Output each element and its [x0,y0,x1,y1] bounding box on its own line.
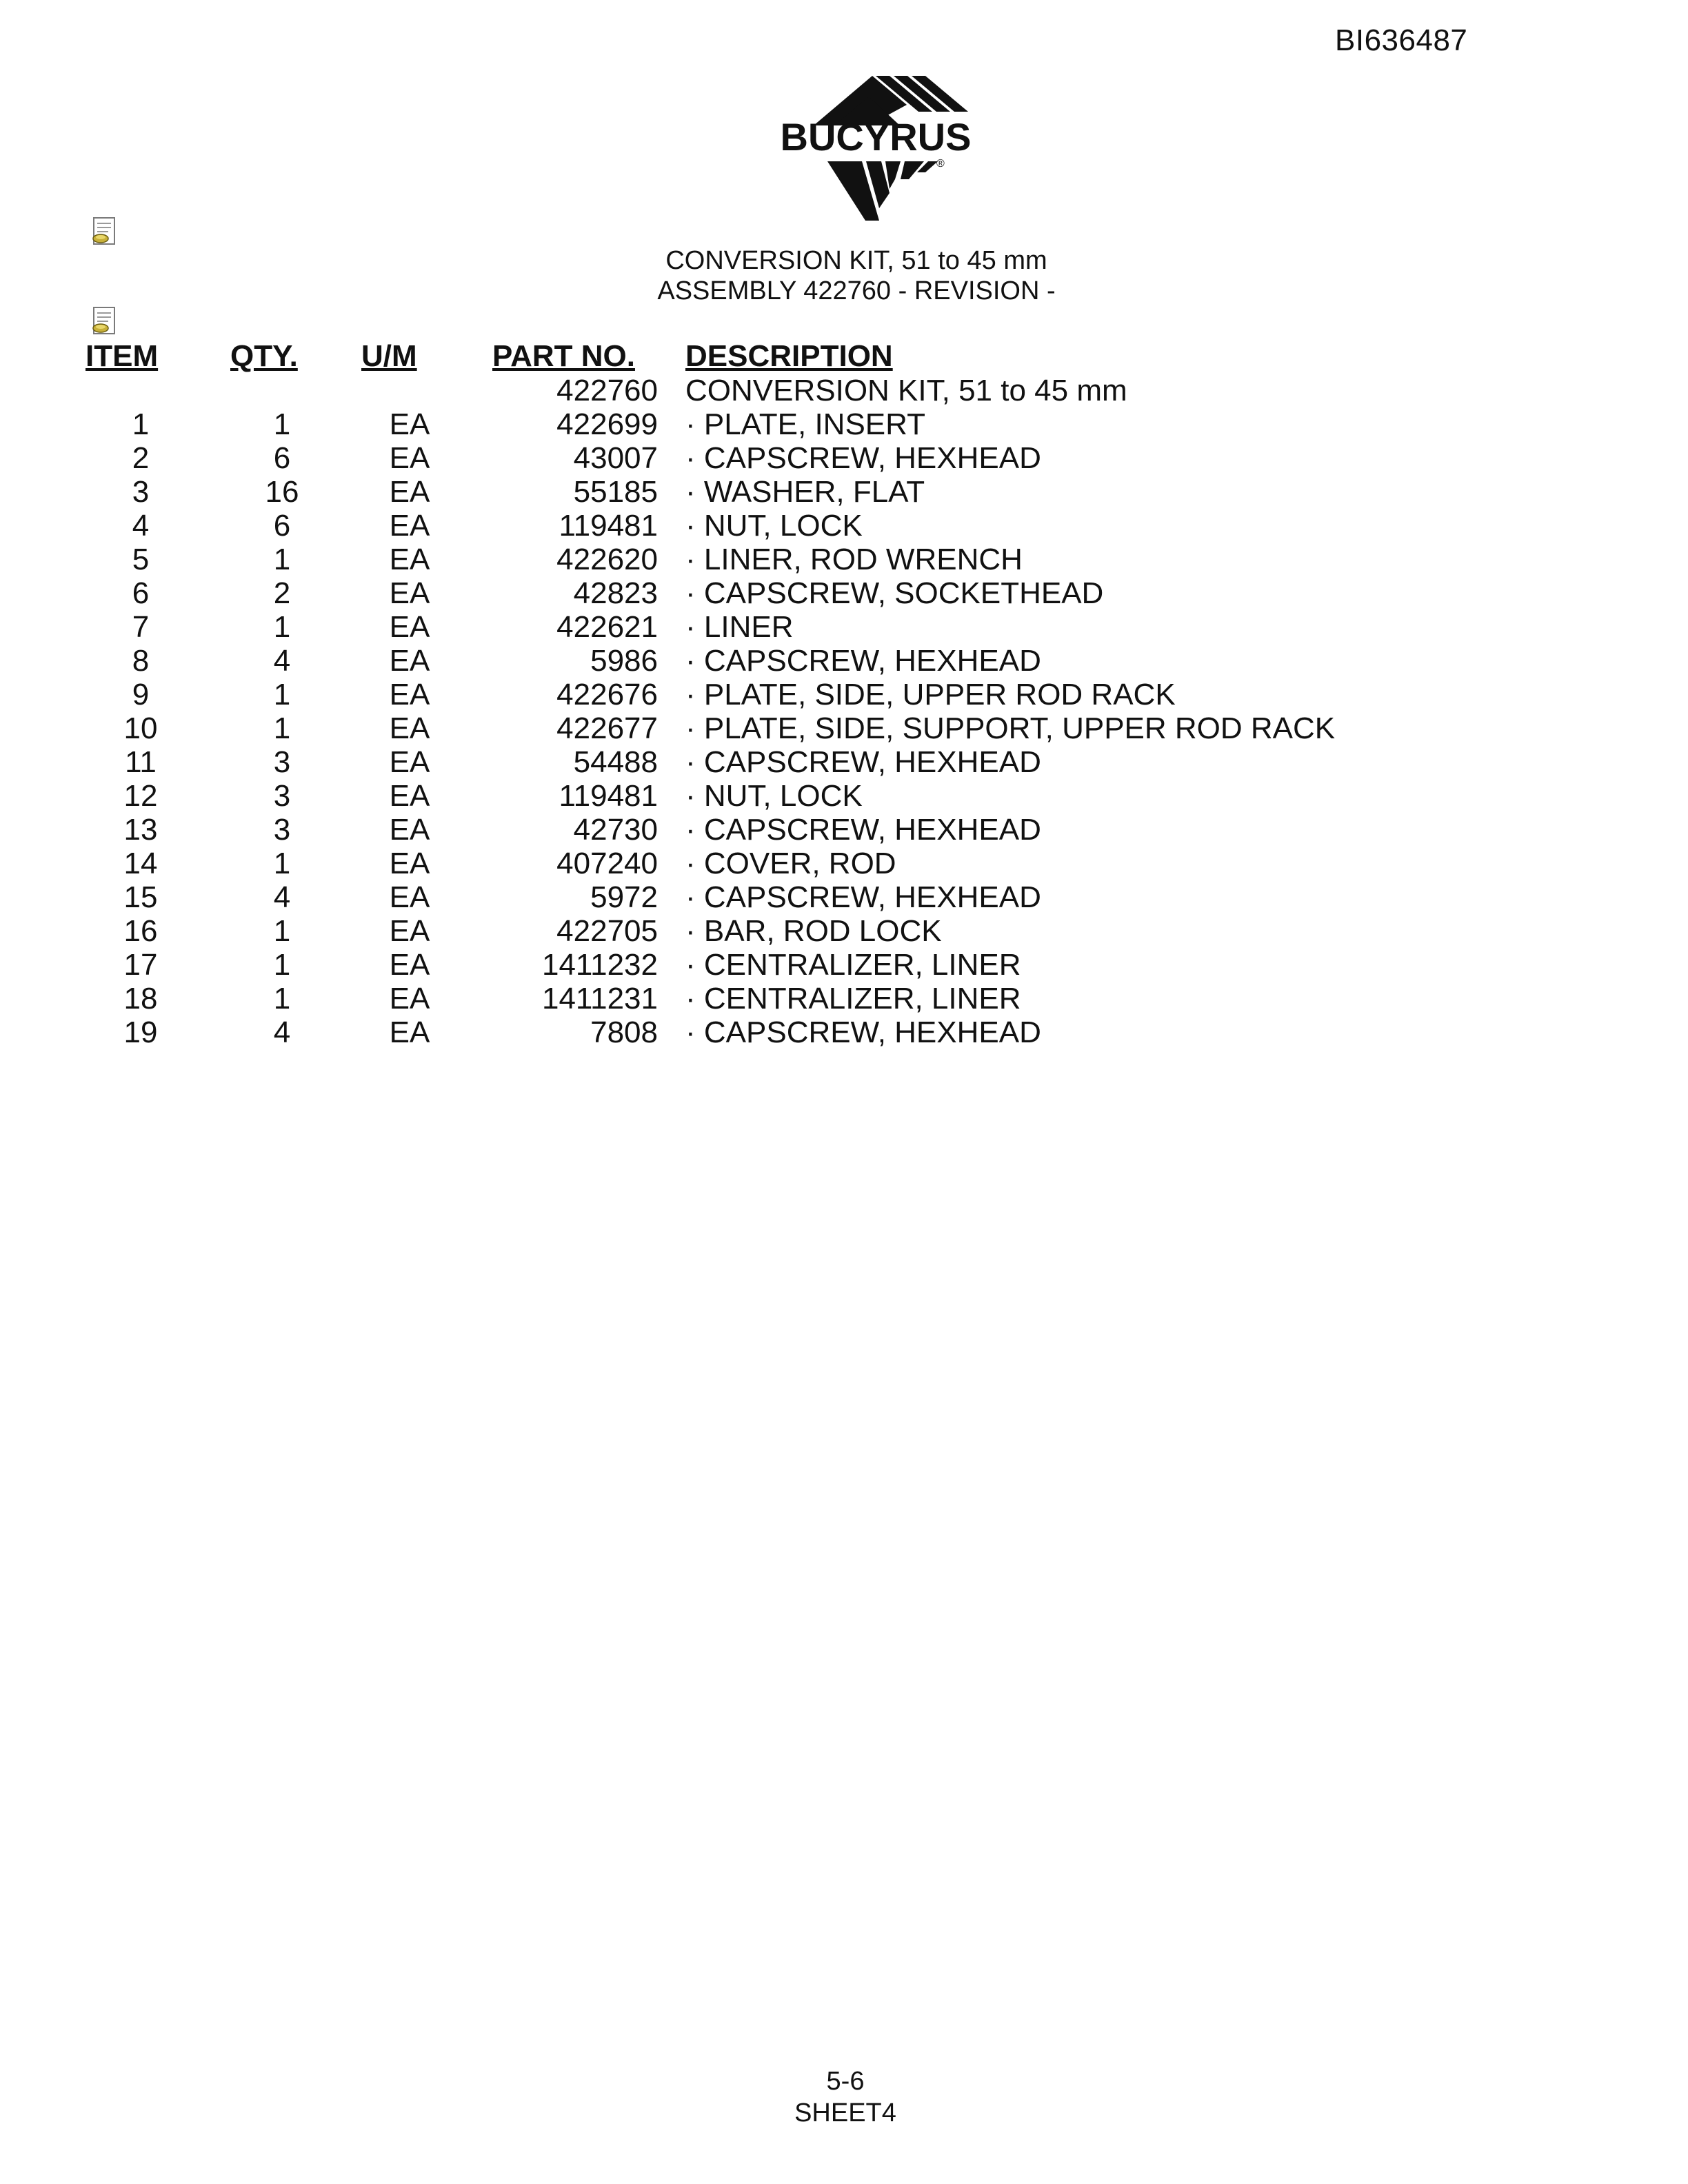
svg-text:®: ® [936,158,945,170]
unit-of-measure: EA [389,441,430,475]
table-row [86,813,1444,847]
item-number: 19 [123,1015,158,1049]
quantity: 2 [273,576,291,610]
table-row [86,982,1444,1015]
sheet-label: SHEET4 [794,2099,896,2127]
part-number: 422705 [556,914,658,948]
part-number: 422677 [556,711,658,745]
part-number: 422621 [556,610,658,644]
kit-title: CONVERSION KIT, 51 to 45 mm [665,246,1047,275]
table-header-row [86,336,1444,374]
unit-of-measure: EA [389,948,430,982]
item-number: 18 [123,982,158,1015]
quantity: 4 [273,880,291,914]
item-number: 4 [132,509,150,543]
part-description: · PLATE, INSERT [685,407,926,441]
column-header-item: ITEM [86,339,159,373]
item-number: 6 [132,576,150,610]
unit-of-measure: EA [389,407,430,441]
column-header-qty: QTY. [230,339,298,373]
part-number: 42823 [573,576,658,610]
table-row [86,543,1444,576]
table-row [86,610,1444,644]
quantity: 1 [273,610,291,644]
unit-of-measure: EA [389,745,430,779]
quantity: 1 [273,407,291,441]
table-row [86,475,1444,509]
unit-of-measure: EA [389,576,430,610]
quantity: 1 [273,982,291,1015]
unit-of-measure: EA [389,813,430,847]
item-number: 5 [132,543,150,576]
part-description: · CENTRALIZER, LINER [685,948,1021,982]
part-number: 422699 [556,407,658,441]
column-header-um: U/M [361,339,417,373]
table-row [86,847,1444,880]
unit-of-measure: EA [389,475,430,509]
item-number: 16 [123,914,158,948]
quantity: 3 [273,813,291,847]
assembly-revision: ASSEMBLY 422760 - REVISION - [657,276,1056,305]
part-description: · NUT, LOCK [685,509,863,543]
quantity: 1 [273,847,291,880]
table-row [86,880,1444,914]
part-description: · CAPSCREW, HEXHEAD [685,813,1041,847]
quantity: 1 [273,948,291,982]
part-number: 119481 [559,779,658,813]
unit-of-measure: EA [389,1015,430,1049]
unit-of-measure: EA [389,644,430,678]
quantity: 1 [273,543,291,576]
assembly-part-no: 422760 [556,374,658,407]
part-description: · PLATE, SIDE, SUPPORT, UPPER ROD RACK [685,711,1336,745]
unit-of-measure: EA [389,711,430,745]
unit-of-measure: EA [389,678,430,711]
item-number: 12 [123,779,158,813]
quantity: 16 [265,475,299,509]
part-description: · LINER [685,610,794,644]
unit-of-measure: EA [389,779,430,813]
part-description: · BAR, ROD LOCK [685,914,942,948]
part-description: · PLATE, SIDE, UPPER ROD RACK [685,678,1176,711]
page-footer [0,2065,1688,2129]
unit-of-measure: EA [389,509,430,543]
table-row [86,711,1444,745]
part-description: · CAPSCREW, SOCKETHEAD [685,576,1104,610]
part-description: · LINER, ROD WRENCH [685,543,1023,576]
unit-of-measure: EA [389,982,430,1015]
part-description: · CENTRALIZER, LINER [685,982,1021,1015]
part-number: 422620 [556,543,658,576]
unit-of-measure: EA [389,610,430,644]
part-number: 422676 [556,678,658,711]
part-number: 43007 [573,441,658,475]
parts-list-table [86,336,1444,1049]
part-description: · CAPSCREW, HEXHEAD [685,1015,1041,1049]
table-row [86,948,1444,982]
item-number: 7 [132,610,150,644]
part-number: 119481 [559,509,658,543]
quantity: 1 [273,678,291,711]
item-number: 9 [132,678,150,711]
unit-of-measure: EA [389,880,430,914]
assembly-row [86,374,1444,407]
quantity: 6 [273,509,291,543]
document-id: BI636487 [1335,23,1468,57]
part-description: · CAPSCREW, HEXHEAD [685,880,1041,914]
part-description: · CAPSCREW, HEXHEAD [685,644,1041,678]
item-number: 8 [132,644,150,678]
unit-of-measure: EA [389,847,430,880]
document-attachment-icon[interactable] [91,216,120,247]
table-row [86,1015,1444,1049]
item-number: 15 [123,880,158,914]
part-number: 7808 [590,1015,658,1049]
quantity: 4 [273,1015,291,1049]
quantity: 1 [273,711,291,745]
table-row [86,509,1444,543]
item-number: 1 [132,407,150,441]
part-number: 5986 [590,644,658,678]
part-number: 5972 [590,880,658,914]
assembly-title [0,245,1688,306]
part-description: · NUT, LOCK [685,779,863,813]
item-number: 17 [123,948,158,982]
table-row [86,779,1444,813]
part-number: 55185 [573,475,658,509]
part-description: · COVER, ROD [685,847,896,880]
quantity: 3 [273,779,291,813]
part-number: 407240 [556,847,658,880]
quantity: 3 [273,745,291,779]
part-description: · CAPSCREW, HEXHEAD [685,745,1041,779]
column-header-description: DESCRIPTION [685,339,893,373]
quantity: 4 [273,644,291,678]
assembly-description: CONVERSION KIT, 51 to 45 mm [685,374,1127,407]
table-row [86,678,1444,711]
table-row [86,745,1444,779]
unit-of-measure: EA [389,914,430,948]
table-row [86,441,1444,475]
table-row [86,407,1444,441]
quantity: 6 [273,441,291,475]
column-header-part-no: PART NO. [492,339,635,373]
part-description: · WASHER, FLAT [685,475,925,509]
brand-wordmark: BUCYRUS [780,115,972,159]
item-number: 13 [123,813,158,847]
item-number: 2 [132,441,150,475]
bucyrus-logo-icon [752,76,1000,221]
table-row [86,576,1444,610]
document-attachment-icon[interactable] [91,306,120,336]
unit-of-measure: EA [389,543,430,576]
part-description: · CAPSCREW, HEXHEAD [685,441,1041,475]
table-row [86,644,1444,678]
quantity: 1 [273,914,291,948]
item-number: 10 [123,711,158,745]
part-number: 54488 [573,745,658,779]
item-number: 3 [132,475,150,509]
item-number: 14 [123,847,158,880]
part-number: 42730 [573,813,658,847]
part-number: 1411232 [541,948,658,982]
part-number: 1411231 [541,982,658,1015]
table-row [86,914,1444,948]
item-number: 11 [125,745,157,779]
page-number: 5-6 [826,2067,865,2096]
